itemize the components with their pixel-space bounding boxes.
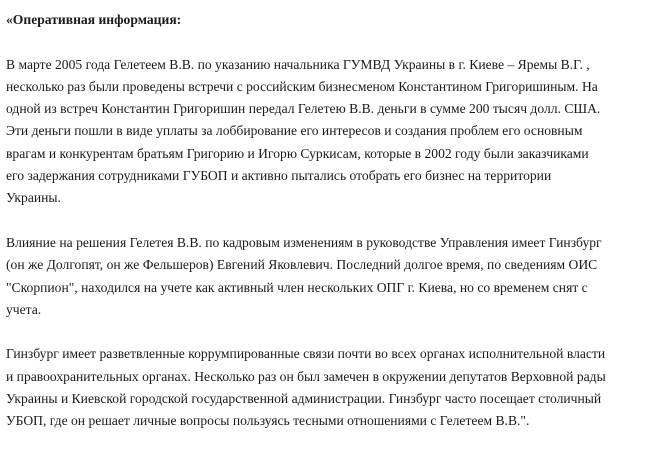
document-heading: «Оперативная информация: — [6, 12, 182, 27]
paragraph-line: "Скорпион", находился на учете как активный член нескольких ОПГ г. Киева, но со временем снят с — [6, 279, 588, 295]
paragraph-line: (он же Долгопят, он же Фельшеров) Евгений Яковлевич. Последний долгое время, по сведениям ОИС — [6, 257, 598, 273]
document-body — [6, 9, 666, 455]
paragraph-2 — [6, 232, 666, 321]
paragraph-line: Влияние на решения Гелетея В.В. по кадровым изменениям в руководстве Управления имеет Гинзбург — [6, 234, 602, 250]
paragraph-line: Украины и Киевской городской государственной администрации. Гинзбург часто посещает столичный — [6, 391, 602, 407]
paragraph-line: одной из встреч Константин Григоришин передал Гелетею В.В. деньги в сумме 200 тысяч долл. США. — [6, 101, 601, 117]
paragraph-3 — [6, 343, 666, 432]
paragraph-line: В марте 2005 года Гелетеем В.В. по указанию начальника ГУМВД Украины в г. Киеве – Яремы В.Г. , — [6, 56, 590, 72]
paragraph-line: Гинзбург имеет разветвленные коррумпированные связи почти во всех органах исполнительной власти — [6, 346, 606, 362]
paragraph-line: врагам и конкурентам братьям Григорию и Игорю Суркисам, которые в 2002 году были заказчиками — [6, 145, 589, 161]
paragraph-line: его задержания сотрудниками ГУБОП и активно пытались отобрать его бизнес на территории — [6, 168, 552, 184]
paragraph-line: и правоохранительных органах. Несколько раз он был замечен в окружении депутатов Верховной рады — [6, 368, 606, 384]
paragraph-line: учета. — [6, 301, 42, 317]
paragraph-line: УБОП, где он решает личные вопросы пользуясь тесными отношениями с Гелетеем В.В.". — [6, 413, 530, 429]
paragraph-1 — [6, 54, 666, 210]
paragraph-line: Эти деньги пошли в виде уплаты за лоббирование его интересов и создания проблем его основным — [6, 123, 583, 139]
paragraph-line: Украины. — [6, 190, 61, 206]
paragraph-line: несколько раз были проведены встречи с российским бизнесменом Константином Григоришиным. На — [6, 78, 598, 94]
